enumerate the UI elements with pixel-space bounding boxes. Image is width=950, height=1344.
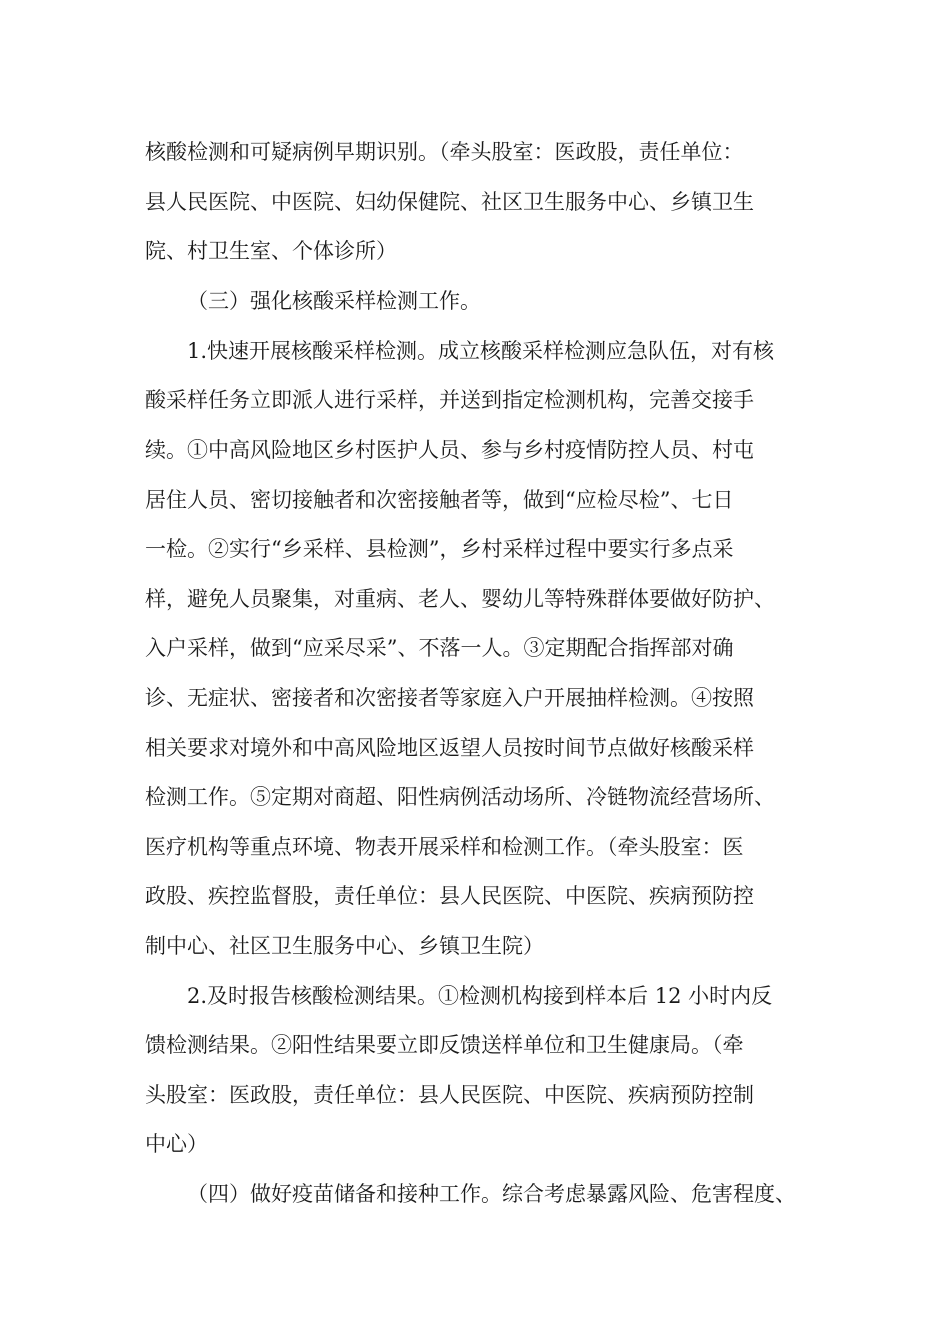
text-line-6: 酸采样任务立即派人进行采样，并送到指定检测机构，完善交接手 (145, 388, 754, 412)
text-line-11: 入户采样，做到“应采尽采”、不落一人。③定期配合指挥部对确 (145, 636, 734, 660)
text-line-10: 样，避免人员聚集，对重病、老人、婴幼儿等特殊群体要做好防护、 (145, 587, 775, 611)
text-line-13: 相关要求对境外和中高风险地区返望人员按时间节点做好核酸采样 (145, 736, 754, 760)
text-line-9: 一检。②实行“乡采样、县检测”，乡村采样过程中要实行多点采 (145, 537, 734, 561)
text-line-5: 1.快速开展核酸采样检测。成立核酸采样检测应急队伍，对有核 (187, 339, 775, 363)
text-line-12: 诊、无症状、密接者和次密接者等家庭入户开展抽样检测。④按照 (145, 686, 754, 710)
section-heading-3: （三）强化核酸采样检测工作。 (187, 289, 481, 313)
text-line-19: 馈检测结果。②阳性结果要立即反馈送样单位和卫生健康局。（牵 (145, 1033, 744, 1057)
text-line-16: 政股、疾控监督股，责任单位：县人民医院、中医院、疾病预防控 (145, 884, 754, 908)
text-line-1: 核酸检测和可疑病例早期识别。（牵头股室：医政股，责任单位： (145, 140, 744, 164)
text-line-15: 医疗机构等重点环境、物表开展采样和检测工作。（牵头股室：医 (145, 835, 744, 859)
text-line-18: 2.及时报告核酸检测结果。①检测机构接到样本后 12 小时内反 (187, 984, 773, 1008)
text-line-7: 续。①中高风险地区乡村医护人员、参与乡村疫情防控人员、村屯 (145, 438, 754, 462)
text-line-3: 院、村卫生室、个体诊所） (145, 239, 397, 263)
section-heading-4: （四）做好疫苗储备和接种工作。综合考虑暴露风险、危害程度、 (187, 1182, 796, 1206)
text-line-8: 居住人员、密切接触者和次密接触者等，做到“应检尽检”、七日 (145, 488, 734, 512)
text-line-17: 制中心、社区卫生服务中心、乡镇卫生院） (145, 934, 544, 958)
text-line-21: 中心） (145, 1132, 208, 1156)
text-line-20: 头股室：医政股，责任单位：县人民医院、中医院、疾病预防控制 (145, 1083, 754, 1107)
text-line-2: 县人民医院、中医院、妇幼保健院、社区卫生服务中心、乡镇卫生 (145, 190, 754, 214)
text-line-14: 检测工作。⑤定期对商超、阳性病例活动场所、冷链物流经营场所、 (145, 785, 775, 809)
